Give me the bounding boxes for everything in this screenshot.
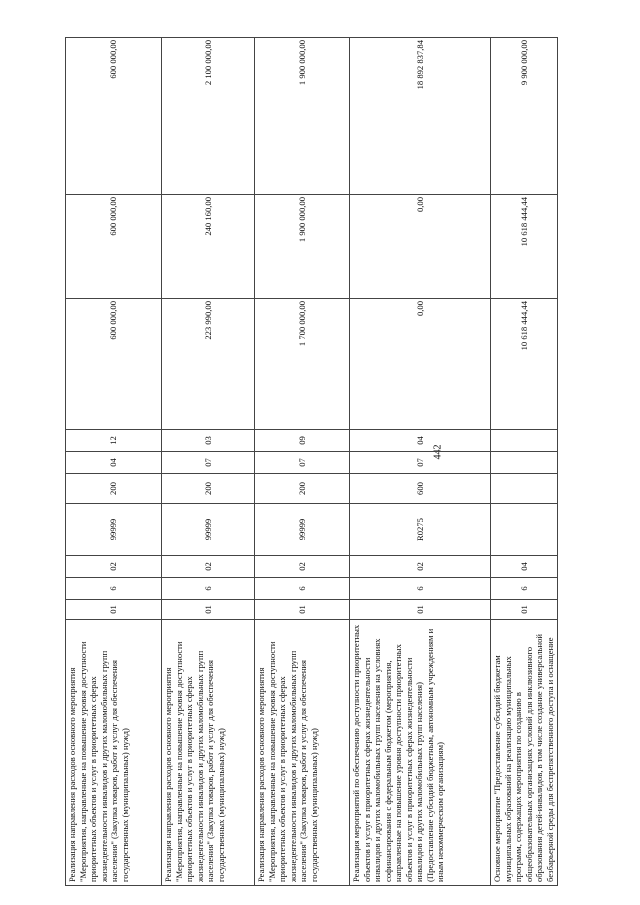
budget-table xyxy=(65,37,558,886)
subsection-code xyxy=(491,430,558,452)
subsection-code: 12 xyxy=(66,430,162,452)
table-row xyxy=(162,38,255,886)
program-code: 01 xyxy=(66,600,162,620)
amount-year-1: 10 618 444,44 xyxy=(491,299,558,430)
table-row xyxy=(255,38,350,886)
amount-year-3: 18 892 837,84 xyxy=(350,38,491,195)
amount-year-3: 1 900 000,00 xyxy=(255,38,350,195)
amount-year-1: 0,00 xyxy=(350,299,491,430)
expense-type-code xyxy=(491,474,558,504)
row-description: Реализация направления расходов основного мероприятия "Мероприятия, направленные на повышение уровня доступности приоритетных объектов и услуг в приоритетных сферах жизнедеятельности инвалидов и других маломобильных групп населения" (Закупка товаров, работ и услуг для обеспечения государственных (муниципальных) нужд) xyxy=(66,620,162,886)
section-code: 07 xyxy=(350,452,491,474)
direction-code: 99999 xyxy=(162,504,255,556)
amount-year-3: 9 900 000,00 xyxy=(491,38,558,195)
table-row xyxy=(350,38,491,886)
table-row xyxy=(491,38,558,886)
direction-code: 99999 xyxy=(255,504,350,556)
expense-type-code: 200 xyxy=(66,474,162,504)
amount-year-2: 0,00 xyxy=(350,195,491,299)
main-event-code: 02 xyxy=(350,556,491,578)
section-code: 07 xyxy=(162,452,255,474)
subprogram-code: 6 xyxy=(350,578,491,600)
row-description: Реализация мероприятий по обеспечению доступности приоритетных объектов и услуг в приоритетных сферах жизнедеятельности инвалидов и других маломобильных групп населения на условиях софинансирования с федеральным бюджетом (мероприятия, направленные на повышение уровня доступности приоритетных объектов и услуг в приоритетных сферах жизнедеятельности инвалидов и других маломобильных групп населения) (Предоставление субсидий бюджетным, автономным учреждениям и иным некоммерческим организациям) xyxy=(350,620,491,886)
amount-year-2: 1 900 000,00 xyxy=(255,195,350,299)
row-description: Основное мероприятие "Предоставление субсидий бюджетам муниципальных образований на реализацию муниципальных программ, содержащих мероприятия по созданию в общеобразовательных организациях условий для инклюзивного образования детей-инвалидов, в том числе создание универсальной безбарьерной среды для беспрепятственного доступа и оснащение xyxy=(491,620,558,886)
expense-type-code: 200 xyxy=(162,474,255,504)
table-row xyxy=(66,38,162,886)
amount-year-1: 223 990,00 xyxy=(162,299,255,430)
direction-code xyxy=(491,504,558,556)
subprogram-code: 6 xyxy=(66,578,162,600)
subprogram-code: 6 xyxy=(162,578,255,600)
subprogram-code: 6 xyxy=(491,578,558,600)
program-code: 01 xyxy=(255,600,350,620)
main-event-code: 04 xyxy=(491,556,558,578)
amount-year-3: 2 100 000,00 xyxy=(162,38,255,195)
amount-year-2: 240 160,00 xyxy=(162,195,255,299)
amount-year-1: 600 000,00 xyxy=(66,299,162,430)
expense-type-code: 200 xyxy=(255,474,350,504)
main-event-code: 02 xyxy=(66,556,162,578)
program-code: 01 xyxy=(491,600,558,620)
subsection-code: 09 xyxy=(255,430,350,452)
program-code: 01 xyxy=(350,600,491,620)
subsection-code: 04 xyxy=(350,430,491,452)
section-code: 04 xyxy=(66,452,162,474)
direction-code: R0275 xyxy=(350,504,491,556)
row-description: Реализация направления расходов основного мероприятия "Мероприятия, направленные на повышение уровня доступности приоритетных объектов и услуг в приоритетных сферах жизнедеятельности инвалидов и других маломобильных групп населения" (Закупка товаров, работ и услуг для обеспечения государственных (муниципальных) нужд) xyxy=(162,620,255,886)
page-number: 442 xyxy=(432,444,444,460)
main-event-code: 02 xyxy=(162,556,255,578)
row-description: Реализация направления расходов основного мероприятия "Мероприятия, направленные на повышение уровня доступности приоритетных объектов и услуг в приоритетных сферах жизнедеятельности инвалидов и других маломобильных групп населения" (Закупка товаров, работ и услуг для обеспечения государственных (муниципальных) нужд) xyxy=(255,620,350,886)
amount-year-3: 600 000,00 xyxy=(66,38,162,195)
program-code: 01 xyxy=(162,600,255,620)
rotated-table-container xyxy=(65,38,555,886)
section-code xyxy=(491,452,558,474)
amount-year-2: 10 618 444,44 xyxy=(491,195,558,299)
budget-table-region xyxy=(65,38,555,886)
expense-type-code: 600 xyxy=(350,474,491,504)
main-event-code: 02 xyxy=(255,556,350,578)
amount-year-2: 600 000,00 xyxy=(66,195,162,299)
amount-year-1: 1 700 000,00 xyxy=(255,299,350,430)
subprogram-code: 6 xyxy=(255,578,350,600)
direction-code: 99999 xyxy=(66,504,162,556)
subsection-code: 03 xyxy=(162,430,255,452)
section-code: 07 xyxy=(255,452,350,474)
